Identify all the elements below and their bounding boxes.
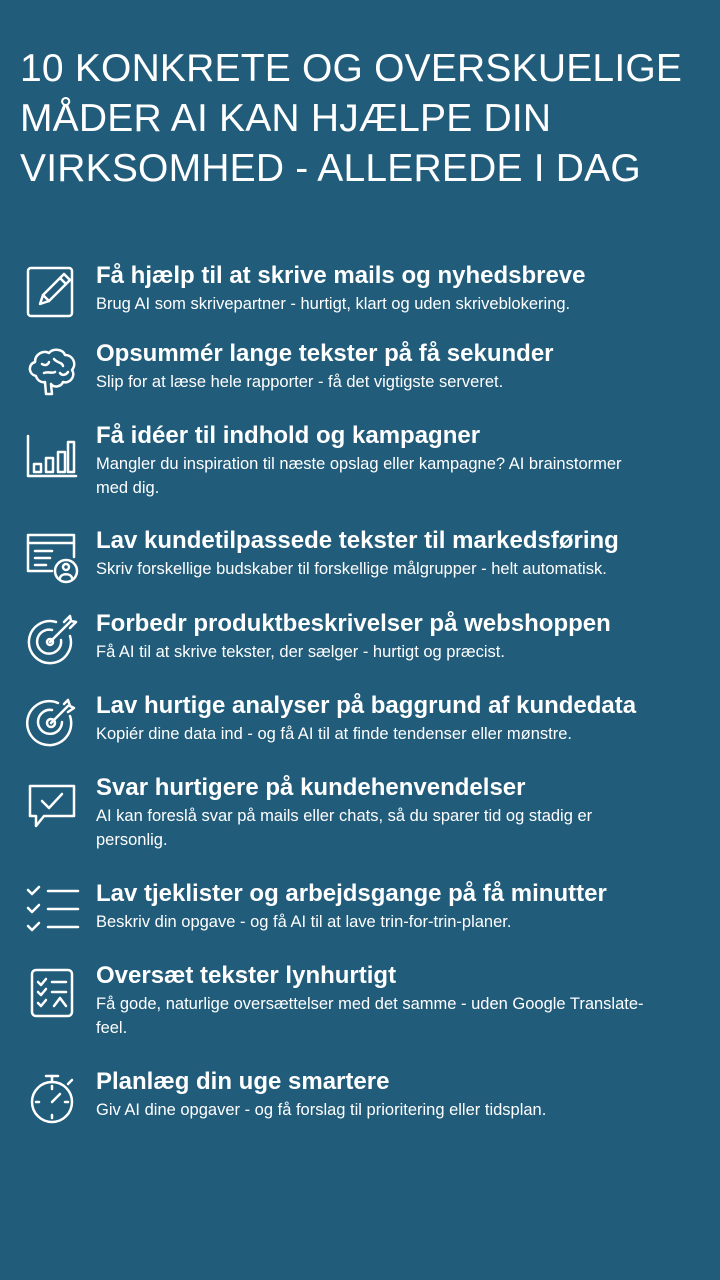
item-title: Lav kundetilpassede tekster til markedsføring [96,527,619,554]
item-title: Få idéer til indhold og kampagner [96,422,481,449]
item-description: Mangler du inspiration til næste opslag eller kampagne? AI brainstormer med dig. [96,455,622,497]
target-icon [24,694,80,750]
item-title: Forbedr produktbeskrivelser på webshoppen [96,610,611,637]
item-description: Få AI til at skrive tekster, der sælger - hurtigt og præcist. [96,643,505,661]
target-arrow-icon [24,612,80,668]
item-description: Brug AI som skrivepartner - hurtigt, klart og uden skriveblokering. [96,295,571,313]
item-title: Få hjælp til at skrive mails og nyhedsbreve [96,262,586,289]
brain-icon [24,342,80,398]
item-description: Slip for at læse hele rapporter - få det vigtigste serveret. [96,373,504,391]
stopwatch-icon [24,1070,80,1126]
checklist-icon [24,882,80,938]
item-description: Skriv forskellige budskaber til forskellige målgrupper - helt automatisk. [96,560,607,578]
item-title: Lav tjeklister og arbejdsgange på få minutter [96,880,607,907]
item-description: Beskriv din opgave - og få AI til at lave trin-for-trin-planer. [96,913,512,931]
page-title: 10 KONKRETE OG OVERSKUELIGE MÅDER AI KAN HJÆLPE DIN VIRKSOMHED - ALLEREDE I DAG [20,47,683,190]
item-description: Kopiér dine data ind - og få AI til at finde tendenser eller mønstre. [96,725,573,743]
pencil-note-icon [24,264,80,320]
item-description: AI kan foreslå svar på mails eller chats, så du sparer tid og stadig er personlig. [96,807,593,849]
item-title: Opsummér lange tekster på få sekunder [96,340,554,367]
item-title: Svar hurtigere på kundehenvendelser [96,774,526,801]
chat-check-icon [24,776,80,832]
document-person-icon [24,529,80,585]
task-list-icon [24,964,80,1020]
bar-chart-icon [24,424,80,480]
item-description: Giv AI dine opgaver - og få forslag til prioritering eller tidsplan. [96,1101,547,1119]
item-title: Oversæt tekster lynhurtigt [96,962,397,989]
item-title: Lav hurtige analyser på baggrund af kundedata [96,692,637,719]
item-description: Få gode, naturlige oversættelser med det samme - uden Google Translate-feel. [96,995,644,1037]
item-title: Planlæg din uge smartere [96,1068,390,1095]
